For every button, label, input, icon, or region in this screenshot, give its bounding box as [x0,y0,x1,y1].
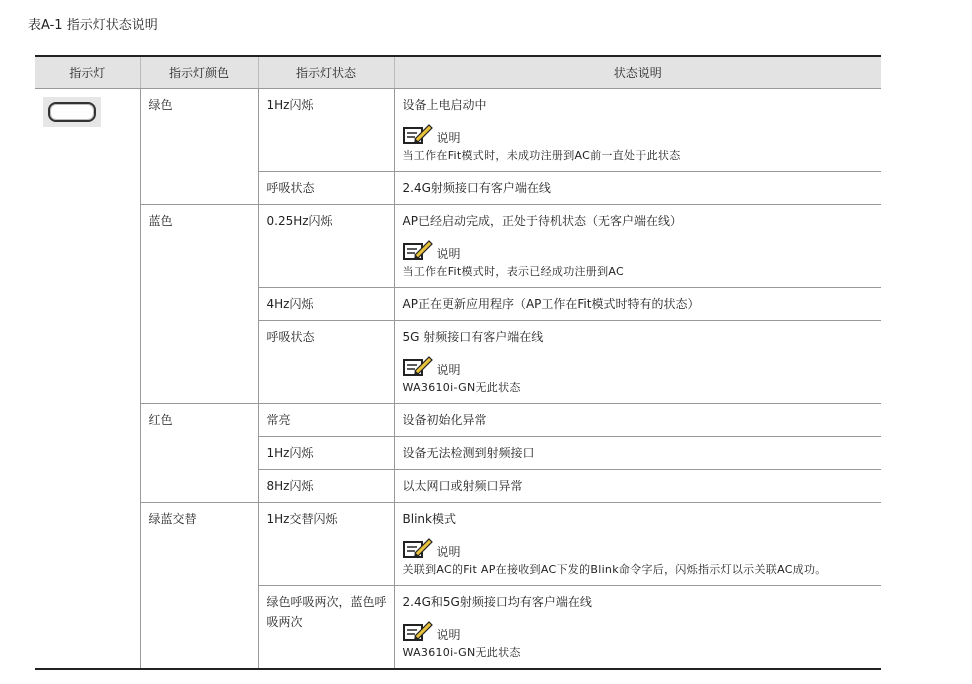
description-cell: 设备初始化异常 [394,404,881,437]
color-cell: 绿色 [140,89,258,205]
description-text: Blink模式 [402,512,456,526]
description-text: AP已经启动完成，正处于待机状态（无客户端在线） [402,214,682,228]
note-label: 说明 [436,545,461,559]
indicator-cell [35,89,140,670]
state-cell: 0.25Hz闪烁 [258,205,394,288]
note-label: 说明 [436,628,461,642]
note-icon [403,123,433,145]
description-cell [394,89,881,172]
note-icon [403,239,433,261]
note-label: 说明 [436,131,461,145]
state-cell: 绿色呼吸两次，蓝色呼吸两次 [258,586,394,670]
note-text: 关联到AC的Fit AP在接收到AC下发的Blink命令字后，闪烁指示灯以示关联AC成功。 [402,563,827,576]
color-cell: 红色 [140,404,258,503]
led-icon [48,102,96,122]
state-cell: 常亮 [258,404,394,437]
note-header [403,353,876,377]
table-caption: 表A-1 指示灯状态说明 [28,18,158,33]
note-icon [403,537,433,559]
state-cell: 8Hz闪烁 [258,470,394,503]
description-cell: 以太网口或射频口异常 [394,470,881,503]
note-text: WA3610i-GN无此状态 [402,381,521,394]
description-cell [394,205,881,288]
description-cell [394,586,881,670]
description-cell: 设备无法检测到射频接口 [394,437,881,470]
note-icon [403,355,433,377]
note-text: 当工作在Fit模式时，未成功注册到AC前一直处于此状态 [402,149,681,162]
table-header-row [35,56,881,89]
header-state: 指示灯状态 [258,56,394,89]
note-icon [403,620,433,642]
description-cell: AP正在更新应用程序（AP工作在Fit模式时特有的状态） [394,288,881,321]
note-label: 说明 [436,363,461,377]
state-cell: 4Hz闪烁 [258,288,394,321]
header-description: 状态说明 [394,56,881,89]
description-text: 2.4G和5G射频接口均有客户端在线 [402,595,592,609]
header-color: 指示灯颜色 [140,56,258,89]
state-cell: 呼吸状态 [258,321,394,404]
note-header [403,535,876,559]
table-row [35,503,881,586]
note-text: 当工作在Fit模式时，表示已经成功注册到AC [402,265,625,278]
state-cell: 呼吸状态 [258,172,394,205]
note-header [403,237,876,261]
description-text: 5G 射频接口有客户端在线 [402,330,544,344]
color-cell: 蓝色 [140,205,258,404]
note-text: WA3610i-GN无此状态 [402,646,521,659]
table-row [35,89,881,172]
note-header [403,618,876,642]
led-indicator-image [43,97,101,127]
state-cell: 1Hz闪烁 [258,89,394,172]
state-cell: 1Hz交替闪烁 [258,503,394,586]
table-row [35,404,881,437]
table-row [35,205,881,288]
description-cell: 2.4G射频接口有客户端在线 [394,172,881,205]
state-cell: 1Hz闪烁 [258,437,394,470]
description-cell [394,321,881,404]
header-indicator: 指示灯 [35,56,140,89]
description-cell [394,503,881,586]
led-status-table [35,55,881,670]
color-cell: 绿蓝交替 [140,503,258,670]
note-label: 说明 [436,247,461,261]
note-header [403,121,876,145]
description-text: 设备上电启动中 [402,98,487,112]
